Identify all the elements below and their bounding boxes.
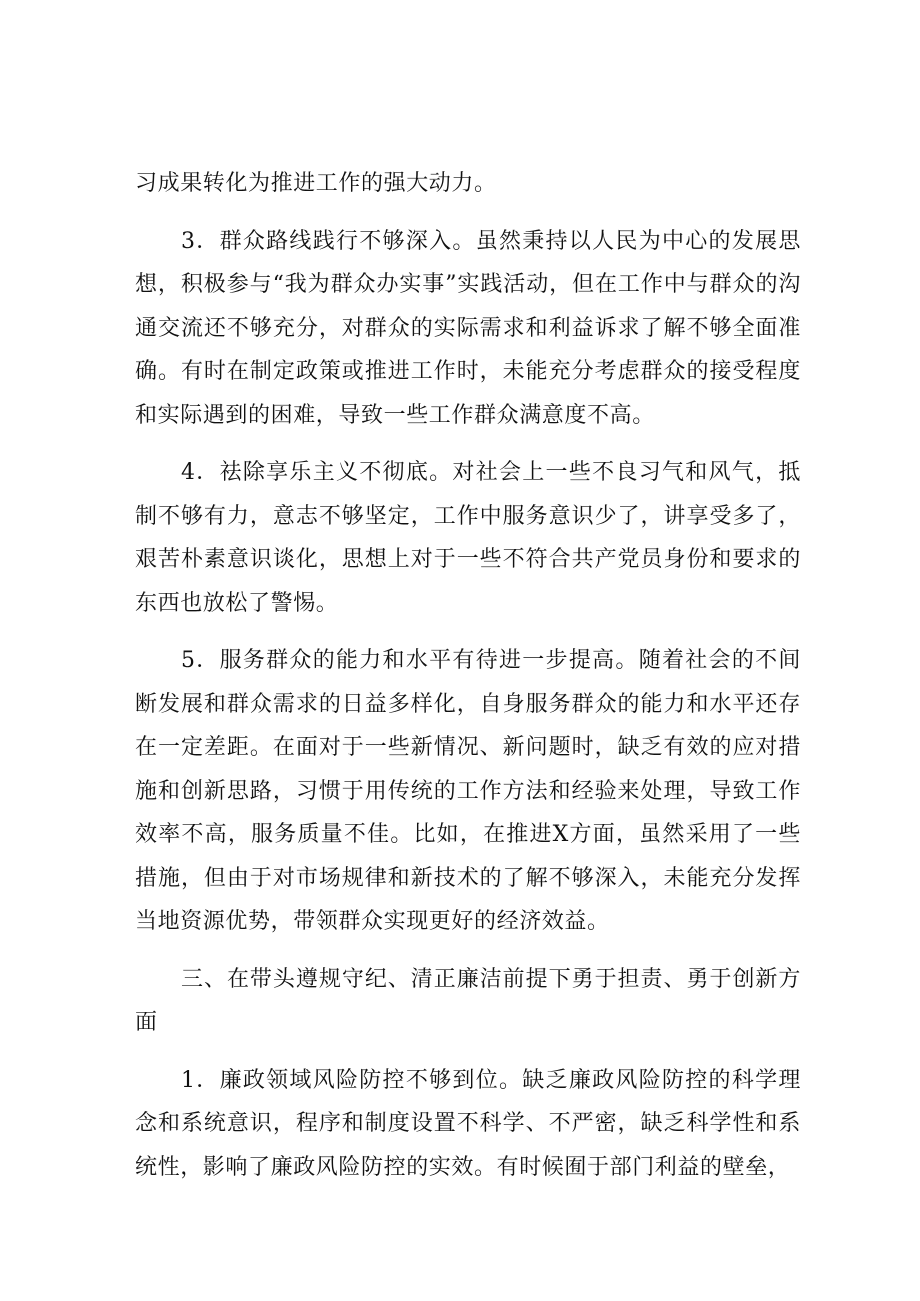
paragraph-item-5: 5．服务群众的能力和水平有待进一步提高。随着社会的不间断发展和群众需求的日益多样化，自身服务群众的能力和水平还存在一定差距。在面对于一些新情况、新问题时，缺乏有效的应对措施和创新思路，习惯于用传统的工作方法和经验来处理，导致工作效率不高，服务质量不佳。比如，在推进X方面，虽然采用了一些措施，但由于对市场规律和新技术的了解不够深入，未能充分发挥当地资源优势，带领群众实现更好的经济效益。 <box>135 648 801 934</box>
paragraph-item-3: 3．群众路线践行不够深入。虽然秉持以人民为中心的发展思想，积极参与“我为群众办实事”实践活动，但在工作中与群众的沟通交流还不够充分，对群众的实际需求和利益诉求了解不够全面准确。有时在制定政策或推进工作时，未能充分考虑群众的接受程度和实际遇到的困难，导致一些工作群众满意度不高。 <box>135 228 801 428</box>
paragraph-continuation: 习成果转化为推进工作的强大动力。 <box>135 171 497 196</box>
section-heading-3: 三、在带头遵规守纪、清正廉洁前提下勇于担责、勇于创新方面 <box>135 966 801 1035</box>
document-body <box>135 162 801 1203</box>
paragraph-item-4: 4．祛除享乐主义不彻底。对社会上一些不良习气和风气，抵制不够有力，意志不够坚定，工作中服务意识少了，讲享受多了，艰苦朴素意识谈化，思想上对于一些不符合共产党员身份和要求的东西也放松了警惕。 <box>135 460 801 616</box>
paragraph-item-1: 1．廉政领域风险防控不够到位。缺乏廉政风险防控的科学理念和系统意识，程序和制度设置不科学、不严密，缺乏科学性和系统性，影响了廉政风险防控的实效。有时候囿于部门利益的壁垒， <box>135 1067 801 1180</box>
